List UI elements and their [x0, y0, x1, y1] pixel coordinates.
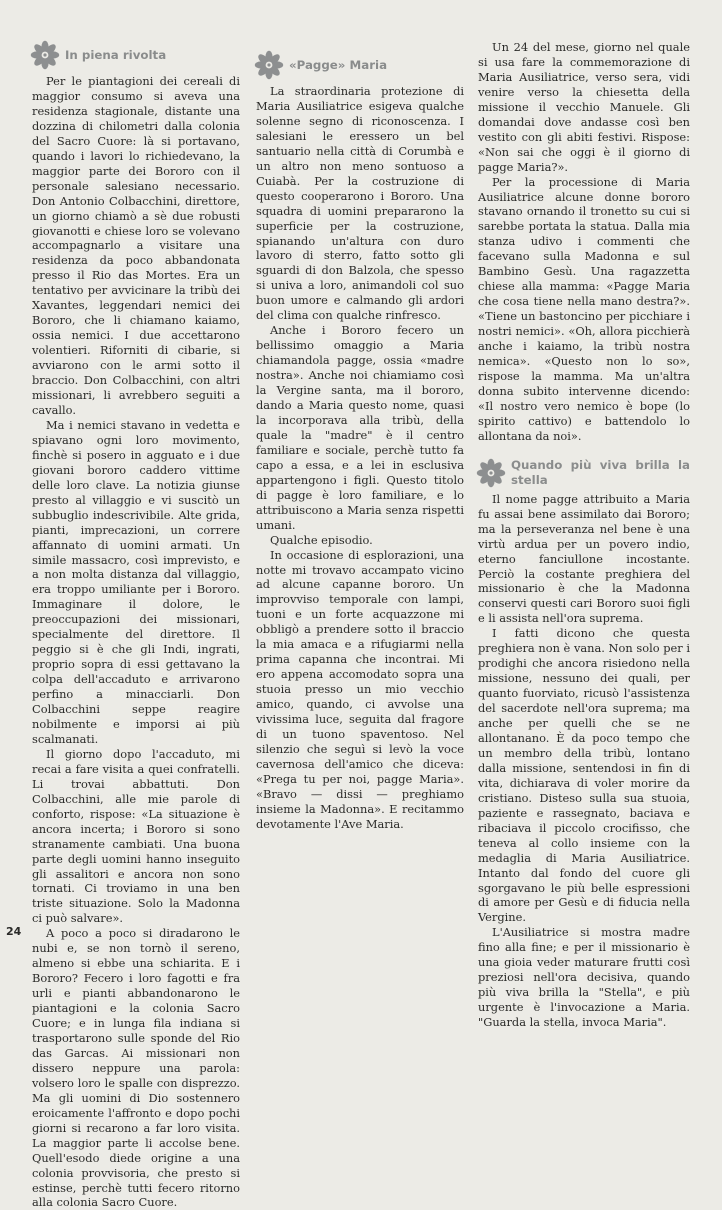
paragraph: A poco a poco si diradarono le nubi e, se non tornò il sereno, almeno si ebbe una schiarita. E i Bororo? Fecero i loro fagotti e fra urli e pianti abbandonarono le piantagioni e la colonia Sacro Cuore; e in lunga fila indiana si trasportarono sulle sponde del Rio das Garcas. Ai missionari non dissero neppure una parola: volsero loro le spalle con disprezzo. Ma gli uomini di Dio sostennero eroicamente l'affronto e dopo pochi giorni si recarono a far loro visita. La maggior parte li accolse bene. Quell'esodo diede origine a una colonia provvisoria, che presto si estinse, perchè tutti fecero ritorno alla colonia Sacro Cuore. — [32, 926, 240, 1210]
section-title: In piena rivolta — [65, 47, 167, 62]
paragraph: Anche i Bororo fecero un bellissimo omaggio a Maria chiamandola pagge, ossia «madre nostra». Anche noi chiamiamo così la Vergine santa, ma il bororo, dando a Maria questo nome, quasi la incorporava alla tribù, della quale la "madre" è il centro familiare e sociale, perchè tutto fa capo a essa, e a lei in esclusiva appartengono i figli. Questo titolo di pagge è loro familiare, e lo attribuiscono a Maria senza rispetti umani. — [256, 323, 464, 532]
paragraph: L'Ausiliatrice si mostra madre fino alla fine; e per il missionario è una gioia veder maturare frutti così preziosi nell'ora decisiva, quando più viva brilla la "Stella", e più urgente è l'invocazione a Maria. "Guarda la stella, invoca Maria". — [478, 925, 690, 1030]
section-heading-pagge-maria — [254, 50, 464, 80]
flower-ornament-icon — [476, 458, 506, 488]
paragraph: Qualche episodio. — [270, 532, 373, 547]
section-heading-in-piena-rivolta — [30, 40, 240, 70]
flower-ornament-icon — [30, 40, 60, 70]
paragraph: La straordinaria protezione di Maria Ausiliatrice esigeva qualche solenne segno di riconoscenza. I salesiani le eressero un bel santuario nella città di Corumbà e un altro non meno sontuoso a Cuiabà. Per la costruzione di questo cooperarono i Bororo. Una squadra di uomini prepararono la superficie per la costruzione, spianando un'altura con duro lavoro di sterro, fatto sotto gli sguardi di don Balzola, che spesso si univa a loro, animandoli col suo buon umore e calmando gli ardori del clima con qualche rinfresco. — [256, 84, 464, 323]
section-title: «Pagge» Maria — [289, 57, 388, 72]
section-heading-quando-piu-viva — [476, 458, 690, 488]
page-number: 24 — [6, 925, 22, 938]
paragraph: Il giorno dopo l'accaduto, mi recai a fare visita a quei confratelli. Li trovai abbattuti. Don Colbacchini, alle mie parole di conforto, rispose: «La situazione è ancora incerta; i Bororo si sono stranamente cambiati. Una buona parte degli uomini hanno inseguito gli assalitori e ancora non sono tornati. Ci troviamo in una ben triste situazione. Solo la Madonna ci può salvare». — [32, 746, 240, 926]
column-3 — [478, 40, 690, 1030]
flower-ornament-icon — [254, 50, 284, 80]
paragraph: Per le piantagioni dei cereali di maggior consumo si aveva una residenza stagionale, distante una dozzina di chilometri dalla colonia del Sacro Cuore: là si portavano, quando i lavori lo richiedevano, la maggior parte dei Bororo con il personale salesiano necessario. Don Antonio Colbacchini, direttore, un giorno chiamò a sè due robusti giovanotti e chiese loro se volevano accompagnarlo a visitare una residenza da poco abbandonata presso il Rio das Mortes. Era un tentativo per avvicinare la tribù dei Xavantes, leggendari nemici dei Bororo, che li chiamano kaiamo, ossia nemici. I due accettarono volentieri. Riforniti di cibarie, si avviarono con le armi sotto il braccio. Don Colbacchini, con altri missionari, li avrebbero seguiti a cavallo. — [32, 74, 240, 417]
paragraph: Il nome pagge attribuito a Maria fu assai bene assimilato dai Bororo; ma la perseveranza nel bene è una virtù ardua per un povero indio, eterno fanciullone incostante. Perciò la costante preghiera del missionario è che la Madonna conservi questi cari Bororo suoi figli e li assista nell'ora suprema. — [478, 491, 690, 626]
paragraph: I fatti dicono che questa preghiera non è vana. Non solo per i prodighi che ancora risiedono nella missione, nessuno dei quali, per quanto fuorviato, ricusò l'assistenza del sacerdote nell'ora suprema; ma anche per quelli che se ne allontanano. È da poco tempo che un membro della tribù, lontano dalla missione, sentendosi in fin di vita, dichiarava di voler morire da cristiano. Disteso sulla sua stuoia, paziente e rassegnato, baciava e ribaciava il piccolo crocifisso, che teneva al collo insieme con la medaglia di Maria Ausiliatrice. Intanto dal fondo del cuore gli sgorgavano le più belle espressioni di amore per Gesù e di fiducia nella Vergine. — [478, 626, 690, 925]
column-2 — [256, 40, 464, 832]
paragraph: Per la processione di Maria Ausiliatrice alcune donne bororo stavano ornando il tronetto su cui si sarebbe portata la statua. Dalla mia stanza udivo i commenti che facevano sulla Madonna e sul Bambino Gesù. Una ragazzetta chiese alla mamma: «Pagge Maria che cosa tiene nella mano destra?». «Tiene un bastoncino per picchiare i nostri nemici». «Oh, allora picchierà anche i kaiamo, la tribù nostra nemica». «Questo non lo so», rispose la mamma. Ma un'altra donna subito intervenne dicendo: «Il nostro vero nemico è bope (lo spirito cattivo) e battendolo lo allontana da noi». — [478, 174, 690, 443]
paragraph: Un 24 del mese, giorno nel quale si usa fare la commemorazione di Maria Ausiliatrice, verso sera, vidi venire verso la chiesetta della missione il vecchio Manuele. Gli domandai dove andasse così ben vestito con gli abiti festivi. Rispose: «Non sai che oggi è il giorno di pagge Maria?». — [478, 40, 690, 174]
paragraph: Ma i nemici stavano in vedetta e spiavano ogni loro movimento, finchè si posero in agguato e i due giovani bororo caddero vittime delle loro clave. La notizia giunse presto al villaggio e vi suscitò un subbuglio indescrivibile. Alte grida, pianti, imprecazioni, un correre affannato di uomini armati. Un simile massacro, così imprevisto, e a non molta distanza dal villaggio, era troppo umiliante per i Bororo. Immaginare il dolore, le preoccupazioni dei missionari, specialmente del direttore. Il peggio si è che gli Indi, ingrati, proprio sopra di essi gettavano la colpa dell'accaduto e arrivarono perfino a minacciarli. Don Colbacchini seppe reagire nobilmente e imporsi ai più scalmanati. — [32, 417, 240, 746]
column-1 — [32, 40, 240, 1210]
section-title: Quando più viva brilla la stella — [511, 457, 690, 487]
paragraph: In occasione di esplorazioni, una notte mi trovavo accampato vicino ad alcune capanne bororo. Un improvviso temporale con lampi, tuoni e un forte acquazzone mi obbligò a prendere sotto il braccio la mia amaca e a rifugiarmi nella prima capanna che incontrai. Mi ero appena accomodato sopra una stuoia presso un mio vecchio amico, quando, ci avvolse una vivissima luce, seguita dal fragore di un tuono spaventoso. Nel silenzio che seguì si levò la voce cavernosa dell'amico che diceva: «Prega tu per noi, pagge Maria». «Bravo — dissi — preghiamo insieme la Madonna». E recitammo devotamente l'Ave Maria. — [256, 547, 464, 831]
